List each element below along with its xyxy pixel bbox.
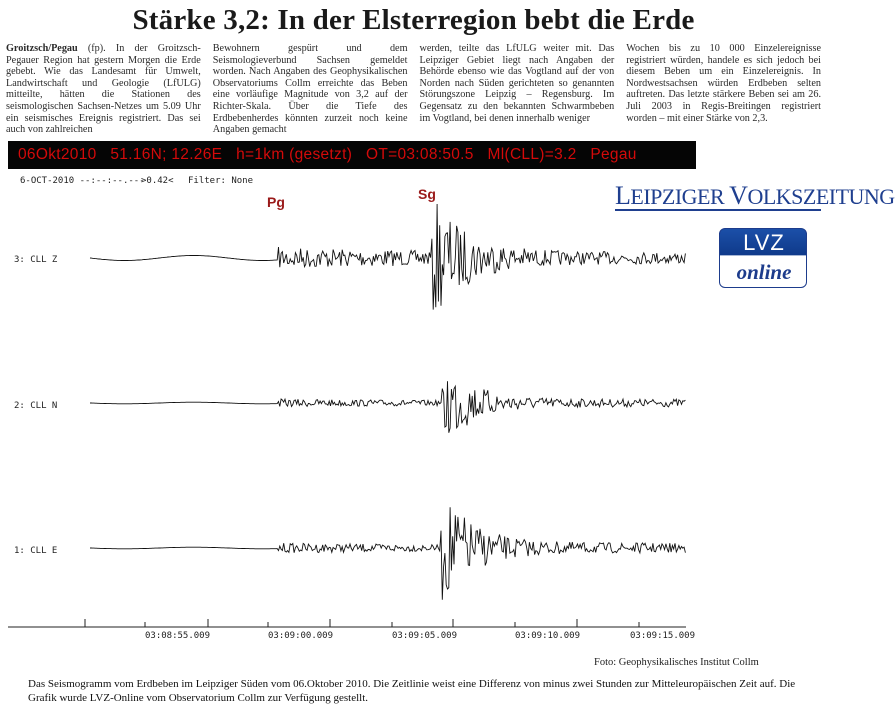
lvz-logo-text: LVZ [743, 230, 785, 255]
dateline: Groitzsch/Pegau [6, 43, 78, 54]
tick-label: 03:09:00.009 [268, 631, 334, 641]
channel-label-n: 2: CLL N [14, 401, 58, 411]
channel-label-e: 1: CLL E [14, 546, 58, 556]
online-logo-text: online [736, 260, 792, 284]
seismogram-date-label: 6-OCT-2010 --:--:--.--- [20, 176, 145, 186]
trace-e [90, 507, 685, 600]
phase-sg-label: Sg [418, 186, 436, 202]
tick-label: 03:09:05.009 [392, 631, 458, 641]
article-column-1 [6, 43, 201, 138]
tick-label: 03:08:55.009 [145, 631, 211, 641]
event-info-banner: 06Okt2010 51.16N; 12.26E h=1km (gesetzt) OT=03:08:50.5 Ml(CLL)=3.2 Pegau [8, 141, 696, 169]
tick-label: 03:09:10.009 [515, 631, 581, 641]
leipziger-volkszeitung-logo: LEIPZIGER VOLKSZEITUNG [615, 181, 895, 210]
tick-label: 03:09:15.009 [630, 631, 696, 641]
seismogram-scale-label: >0.42< [141, 176, 174, 186]
time-axis-tick-labels [145, 631, 695, 641]
photo-credit: Foto: Geophysikalisches Institut Collm [594, 657, 759, 668]
article-column-2: Bewohnern gespürt und dem Seismologieverbund Sachsen gemeldet worden. Nach Angaben des Geophysikalischen Observatoriums Collm erreichte das Beben eine vorläufige Magnitude von 3,2 auf der Richter-Skala. Über die Tiefe des Erdbebenherdes könnten zurzeit noch keine Angaben gemacht [212, 43, 408, 136]
trace-z [90, 204, 685, 310]
article-column-3: werden, teilte das LfULG weiter mit. Das Leipziger Gebiet liegt nach Angaben der Behörde ebenso wie das Vogtland auf der von Norden nach Süden gerichteten so genannten Störungszone Leipzig – Regensburg. Im Gegensatz zu den bekannten Schwarmbeben im Vogtland, bei denen innerhalb weniger [419, 43, 615, 124]
seismogram-plot [0, 170, 895, 650]
seismogram-filter-label: Filter: None [188, 176, 254, 186]
phase-pg-label: Pg [267, 194, 285, 210]
time-axis-ticks [85, 619, 639, 627]
channel-label-z: 3: CLL Z [14, 255, 58, 265]
caption: Das Seismogramm vom Erdbeben im Leipziger Süden vom 06.Oktober 2010. Die Zeitlinie weist eine Differenz von minus zwei Stunden zur Mitteleuropäischen Zeit auf. Die Grafik wurde LVZ-Online vom Observatorium Collm zur Verfügung gestellt. [28, 678, 796, 704]
article-column-4: Wochen bis zu 10 000 Einzelereignisse registriert würden, handele es sich jedoch bei diesem Beben um ein Einzelereignis. In Nordwestsachsen würden Erdbeben selten auftreten. Das letzte stärkere Beben sei am 26. Juli 2003 in Regis-Breitingen registriert worden – mit einer Stärke von 2,3. [626, 43, 821, 124]
trace-n [90, 381, 685, 433]
article-text [6, 43, 821, 138]
headline: Stärke 3,2: In der Elsterregion bebt die Erde [132, 4, 695, 36]
article-column-1-body: (fp). In der Groitzsch-Pegauer Region hat gestern Morgen die Erde gebebt. Wie das Landesamt für Umwelt, Landwirtschaft und Geologie (LfULG) mitteilte, hätten die Stationen des seismologischen Sachsen-Netzes um 5.09 Uhr ein seismisches Ereignis registriert. Das sei auch von zahlreichen [6, 43, 201, 136]
